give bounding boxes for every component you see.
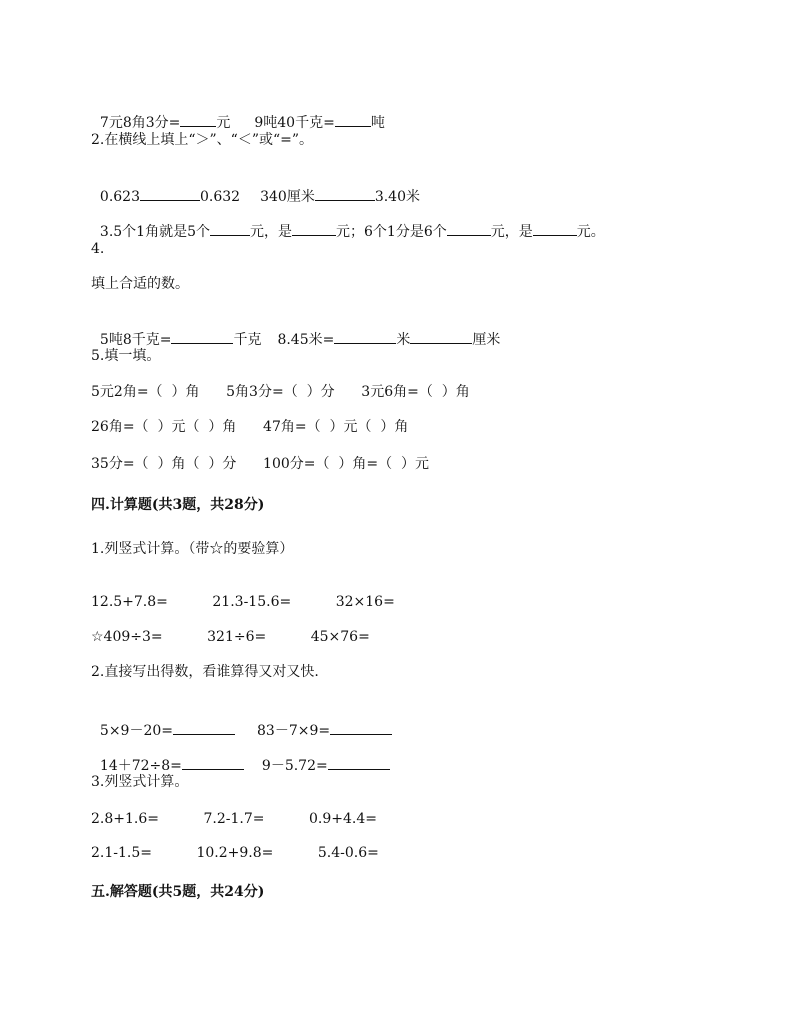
text: 元，是 [490,224,533,240]
question-line: 12.5+7.8= 21.3-15.6= 32×16= [91,594,395,610]
text: 吨 [370,115,385,131]
question-line [91,311,500,349]
answer-blank[interactable] [533,221,577,236]
answer-blank[interactable] [210,221,250,236]
question-number: 4. [91,241,105,257]
question-line: ☆409÷3= 321÷6= 45×76= [91,629,370,645]
answer-blank[interactable] [140,186,200,201]
question-line: 26角=（ ）元（ ）角 47角=（ ）元（ ）角 [91,419,409,435]
question-title: 2.直接写出得数，看谁算得又对又快. [91,664,319,680]
question-title: 2.在横线上填上“＞”、“＜”或“=”。 [91,132,314,148]
question-line [91,168,420,206]
answer-blank[interactable] [330,720,392,735]
text: 14＋72÷8= [99,758,182,774]
answer-blank[interactable] [171,329,233,344]
answer-blank[interactable] [335,112,371,127]
answer-blank[interactable] [334,329,396,344]
question-title: 1.列竖式计算。（带☆的要验算） [91,541,294,557]
text: 83－7×9= [257,723,331,739]
section-heading: 五.解答题(共5题，共24分) [91,884,265,900]
answer-blank[interactable] [182,755,244,770]
question-title: 3.列竖式计算。 [91,774,189,790]
question-line: 2.8+1.6= 7.2-1.7= 0.9+4.4= [91,811,377,827]
text: 0.632 [200,189,241,205]
answer-blank[interactable] [180,112,216,127]
answer-blank[interactable] [315,186,375,201]
question-line: 2.1-1.5= 10.2+9.8= 5.4-0.6= [91,845,379,861]
text: 千克 [233,332,262,348]
question-line [91,203,605,241]
text: 8.45米= [277,332,335,348]
text: 元；6个1分是6个 [336,224,447,240]
question-line: 5元2角=（ ）角 5角3分=（ ）分 3元6角=（ ）角 [91,384,470,400]
answer-blank[interactable] [410,329,472,344]
text: 9吨40千克= [254,115,335,131]
text: 3.5个1角就是5个 [99,224,210,240]
text: 3.40米 [374,189,420,205]
text: 5吨8千克= [99,332,172,348]
text: 元 [216,115,231,131]
text: 元，是 [250,224,292,240]
answer-blank[interactable] [173,720,235,735]
question-line [91,702,392,740]
question-title: 5.填一填。 [91,348,161,364]
text: 9－5.72= [261,758,328,774]
question-line [91,737,390,775]
text: 0.623 [99,189,140,205]
section-heading: 四.计算题(共3题，共28分) [91,497,265,513]
text: 7元8角3分= [99,115,181,131]
question-line: 35分=（ ）角（ ）分 100分=（ ）角=（ ）元 [91,456,430,472]
text: 米 [396,332,411,348]
answer-blank[interactable] [292,221,336,236]
answer-blank[interactable] [447,221,491,236]
text: 5×9－20= [99,723,173,739]
answer-blank[interactable] [328,755,390,770]
text: 元。 [576,224,605,240]
question-line [91,94,385,132]
text: 厘米 [472,332,501,348]
text: 340厘米 [260,189,315,205]
question-title: 填上合适的数。 [91,276,189,292]
